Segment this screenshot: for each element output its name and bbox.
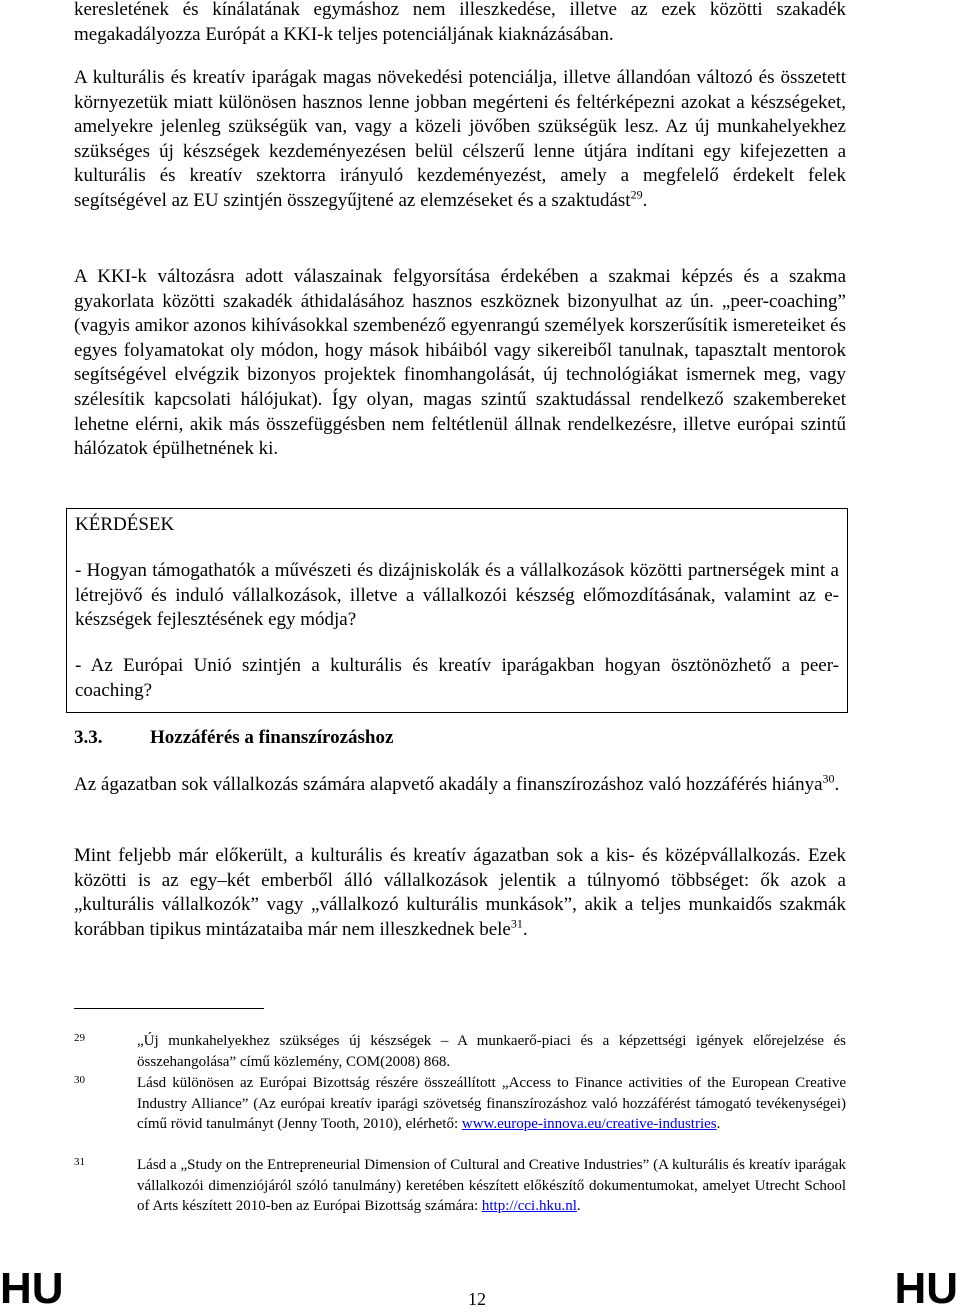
footnote-text-body: Lásd különösen az Európai Bizottság részére összeállított „Access to Finance activities of the European Creative Industry Alliance” (Az európai kreatív iparági szövetség finanszírozáshoz való hozzáférést támogató tevékenységei) című rövid tanulmányt (Jenny Tooth, 2010), elérhető: (137, 1075, 846, 1133)
section-number: 3.3. (74, 727, 103, 748)
section-heading (74, 727, 393, 749)
paragraph-small-enterprises (74, 844, 846, 942)
questions-box (66, 508, 848, 713)
footnote-number: 31 (74, 1156, 85, 1168)
paragraph-intro-continued: keresletének és kínálatának egymáshoz nem illeszkedése, illetve az ezek közötti szakadék megakadályozza Európát a KKI-k teljes potenciáljának kiaknázásában. (74, 0, 846, 45)
paragraph-small-enterprises-end: . (522, 918, 528, 940)
paragraph-skills (74, 66, 846, 214)
language-code-left: HU (0, 1264, 64, 1313)
footnote-ref-31[interactable]: 31 (510, 916, 523, 931)
footnote-ref-29[interactable]: 29 (630, 187, 643, 202)
footnote-29 (74, 1031, 846, 1072)
footnote-separator (74, 1008, 264, 1009)
language-code-right: HU (894, 1264, 958, 1313)
footnote-ref-30[interactable]: 30 (822, 771, 835, 786)
paragraph-skills-text: A kulturális és kreatív iparágak magas növekedési potenciálja, illetve állandóan változó és összetett környezetük miatt különösen hasznos lenne jobban megérteni és feltérképezni azokat a készségeket, amelyekre jelenleg szükségük van, vagy a közeli jövőben szükségük lesz. Az új munkahelyekhez szükséges új készségek kezdeményezésen belül célszerű lenne útjára indítani egy kifejezetten a kulturális és kreatív szektorra irányuló kezdeményezést, amely a megfelelő érdekelt felek segítségével az EU szintjén összegyűjtené az elemzéseket és a szaktudást (74, 67, 846, 211)
paragraph-skills-end: . (642, 189, 648, 211)
question-1: - Hogyan támogathatók a művészeti és dizájniskolák és a vállalkozások közötti partnerségek mint a létrejövő és induló vállalkozások, illetve a vállalkozói készség előmozdításának, valamint az e-készségek fejlesztésének egy módja? (75, 560, 839, 631)
page-number: 12 (468, 1289, 486, 1309)
footnote-text (137, 1155, 846, 1217)
footnote-text-end: . (716, 1116, 721, 1133)
footnote-link-europe-innova[interactable]: www.europe-innova.eu/creative-industries (461, 1116, 717, 1133)
question-2: - Az Európai Unió szintjén a kulturális és kreatív iparágakban hogyan ösztönözhető a peer-coaching? (75, 655, 839, 701)
footnote-number: 29 (74, 1032, 85, 1044)
footnote-text-body: Lásd a „Study on the Entrepreneurial Dimension of Cultural and Creative Industries” (A kulturális és kreatív iparágak vállalkozói dimenziójáról szóló tanulmány) keretében készített előkészítő dokumentumokat, amelyet Utrecht School of Arts készített 2010-ben az Európai Bizottság számára: (137, 1157, 846, 1215)
paragraph-small-enterprises-text: Mint feljebb már előkerült, a kulturális és kreatív ágazatban sok a kis- és középvállalkozás. Ezek közötti is az egy–két emberből álló vállalkozások jelentik a túlnyomó többséget: ők azok a „kulturális vállalkozók” vagy „vállalkozó kulturális munkások”, akik a teljes munkaidős szakmák korábban tipikus mintázataiba már nem illeszkednek bele (74, 845, 846, 940)
questions-box-title: KÉRDÉSEK (75, 514, 175, 535)
footnote-number: 30 (74, 1074, 85, 1086)
paragraph-finance-access-end: . (834, 774, 840, 795)
footnote-30 (74, 1073, 846, 1135)
paragraph-finance-access (74, 773, 846, 798)
footnote-text (137, 1073, 846, 1135)
footnote-text-end: . (576, 1198, 581, 1215)
footnote-link-cci-hku[interactable]: http://cci.hku.nl (481, 1198, 577, 1215)
section-title: Hozzáférés a finanszírozáshoz (150, 727, 394, 748)
paragraph-finance-access-text: Az ágazatban sok vállalkozás számára alapvető akadály a finanszírozáshoz való hozzáférés hiánya (74, 774, 823, 795)
footnote-text: „Új munkahelyekhez szükséges új készségek – A munkaerő-piaci és a képzettségi igények előrejelzése és összehangolása” című közlemény, COM(2008) 868. (137, 1033, 846, 1070)
paragraph-peer-coaching: A KKI-k változásra adott válaszainak felgyorsítása érdekében a szakmai képzés és a szakma gyakorlata közötti szakadék áthidalásához hasznos eszköznek bizonyulhat az ún. „peer-coaching” (vagyis amikor azonos kihívásokkal szembenéző egyenrangú személyek korszerűsítik ismereteiket és egyes folyamatokat oly módon, hogy mások hibáiból vagy sikereiből tanulnak, tapasztalt mentorok segítségével elvégzik bizonyos projektek finomhangolását, új technológiákat ismernek meg, vagy szélesítik kapcsolati hálójukat). Így olyan, magas szintű szaktudással rendelkező szakembereket lehetne elérni, akik más összefüggésben nem feltétlenül állnak rendelkezésre, illetve európai szintű hálózatok épülhetnének ki. (74, 266, 846, 460)
footnote-31 (74, 1155, 846, 1217)
